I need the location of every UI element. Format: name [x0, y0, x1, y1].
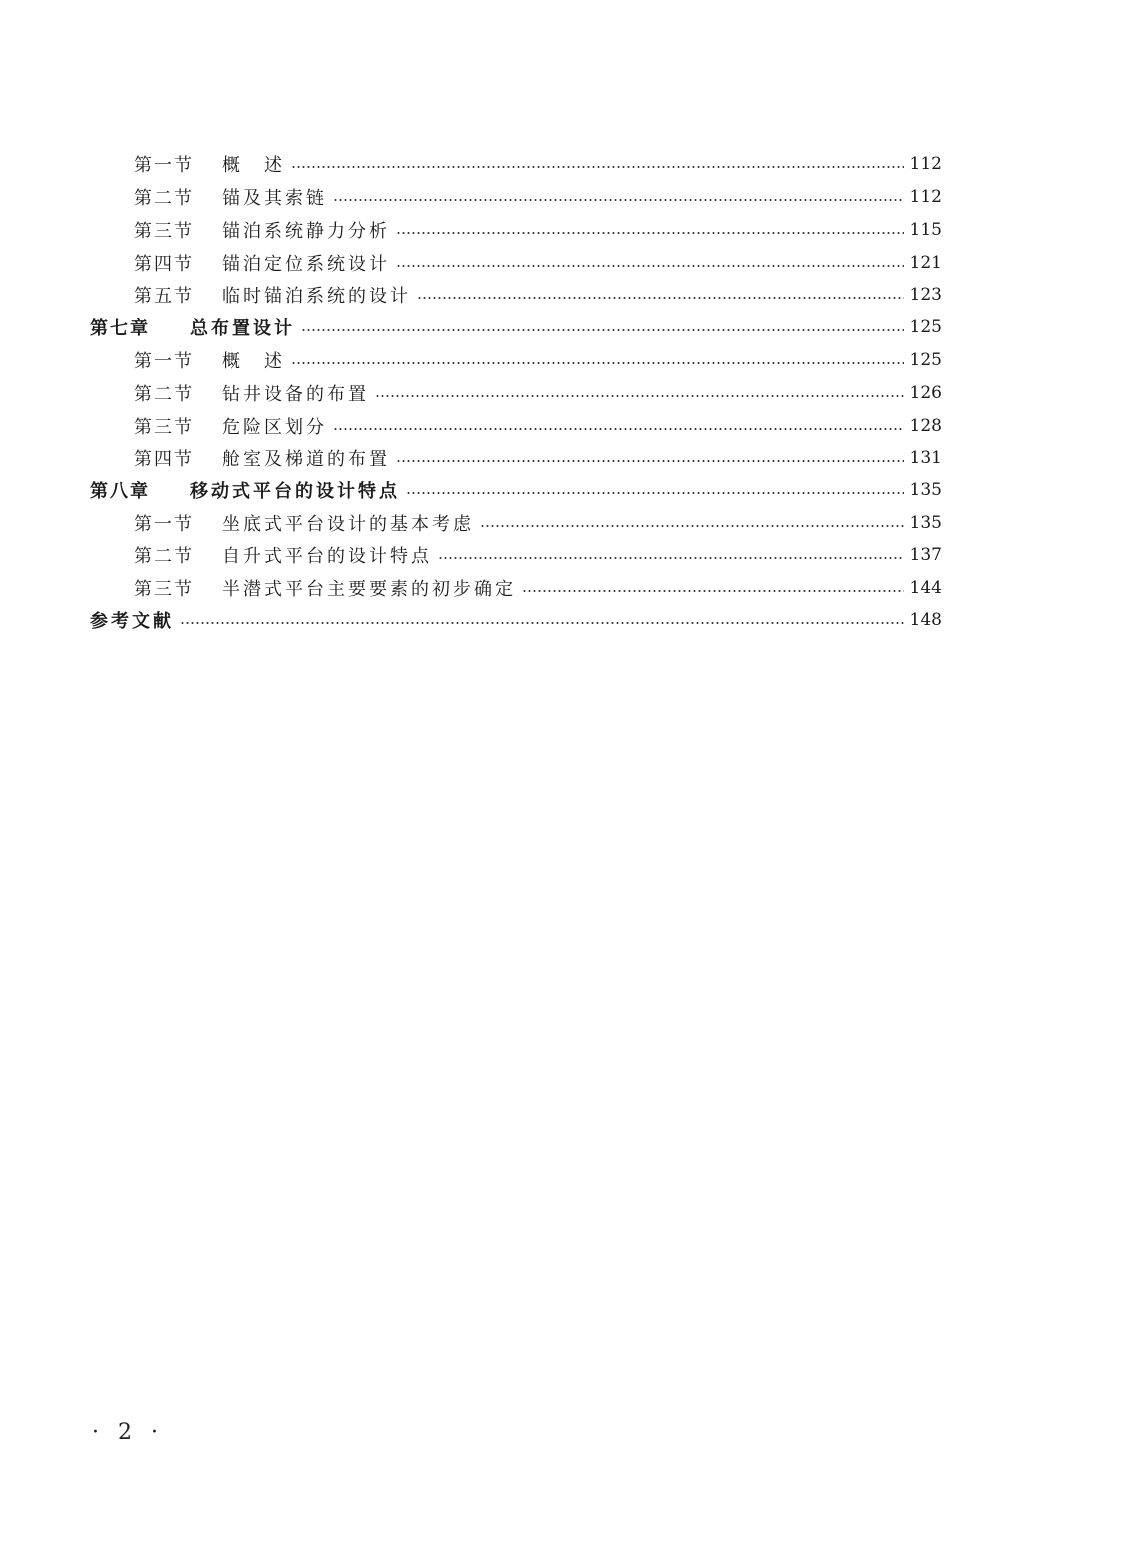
- entry-title: 锚及其索链: [222, 188, 327, 209]
- dot-leader: [522, 590, 904, 592]
- entry-number: 第四节: [134, 254, 194, 275]
- entry-number: 第三节: [134, 579, 194, 600]
- toc-entry: [0, 148, 942, 180]
- toc-entry: [0, 344, 942, 376]
- entry-page: 112: [909, 187, 942, 207]
- entry-page: 137: [909, 545, 942, 565]
- entry-title: 舱室及梯道的布置: [222, 449, 390, 470]
- entry-number: 第五节: [134, 286, 194, 307]
- entry-number: 第二节: [134, 546, 194, 567]
- entry-page: 126: [909, 383, 942, 403]
- toc-entry: [0, 539, 942, 571]
- entry-title: 锚泊定位系统设计: [222, 254, 390, 275]
- entry-page: 135: [909, 480, 942, 500]
- toc-references-entry: [0, 604, 942, 636]
- entry-page: 135: [909, 513, 942, 533]
- entry-page: 125: [909, 350, 942, 370]
- toc-entry: [0, 247, 942, 279]
- dot-leader: [301, 329, 904, 331]
- entry-page: 112: [909, 154, 942, 174]
- toc-entry: [0, 377, 942, 409]
- entry-title: 自升式平台的设计特点: [222, 546, 432, 567]
- dot-leader: [480, 525, 904, 527]
- dot-leader: [333, 199, 904, 201]
- dot-leader: [396, 460, 904, 462]
- toc-entry: [0, 442, 942, 474]
- entry-number: 第一节: [134, 155, 194, 176]
- entry-number: 第二节: [134, 384, 194, 405]
- chapter-title: 总布置设计: [190, 318, 295, 339]
- dot-leader: [438, 557, 904, 559]
- dot-leader: [417, 297, 904, 299]
- toc-entry: [0, 507, 942, 539]
- chapter-number: 第七章: [90, 318, 150, 339]
- entry-title: 概 述: [222, 155, 285, 176]
- page-number: · 2 ·: [92, 1420, 164, 1445]
- entry-page: 125: [909, 317, 942, 337]
- entry-page: 144: [909, 578, 942, 598]
- entry-number: 第二节: [134, 188, 194, 209]
- entry-page: 121: [909, 253, 942, 273]
- entry-number: 第三节: [134, 417, 194, 438]
- chapter-title: 移动式平台的设计特点: [190, 481, 400, 502]
- dot-leader: [396, 265, 904, 267]
- toc-chapter-entry: [0, 474, 942, 506]
- toc-entry: [0, 181, 942, 213]
- entry-title: 概 述: [222, 351, 285, 372]
- entry-page: 123: [909, 285, 942, 305]
- dot-leader: [291, 362, 904, 364]
- dot-leader: [375, 395, 904, 397]
- entry-page: 148: [909, 610, 942, 630]
- entry-page: 115: [909, 220, 942, 240]
- entry-page: 128: [909, 416, 942, 436]
- entry-page: 131: [909, 448, 942, 468]
- dot-leader: [406, 492, 904, 494]
- chapter-number: 第八章: [90, 481, 150, 502]
- toc-entry: [0, 572, 942, 604]
- entry-title: 临时锚泊系统的设计: [222, 286, 411, 307]
- toc-chapter-entry: [0, 311, 942, 343]
- references-title: 参考文献: [90, 611, 174, 632]
- entry-number: 第一节: [134, 514, 194, 535]
- entry-number: 第三节: [134, 221, 194, 242]
- dot-leader: [396, 232, 904, 234]
- entry-number: 第一节: [134, 351, 194, 372]
- dot-leader: [333, 428, 904, 430]
- entry-title: 锚泊系统静力分析: [222, 221, 390, 242]
- entry-number: 第四节: [134, 449, 194, 470]
- toc-entry: [0, 410, 942, 442]
- dot-leader: [291, 166, 904, 168]
- toc-entry: [0, 214, 942, 246]
- toc-entry: [0, 279, 942, 311]
- entry-title: 半潜式平台主要要素的初步确定: [222, 579, 516, 600]
- entry-title: 钻井设备的布置: [222, 384, 369, 405]
- dot-leader: [180, 622, 904, 624]
- entry-title: 坐底式平台设计的基本考虑: [222, 514, 474, 535]
- entry-title: 危险区划分: [222, 417, 327, 438]
